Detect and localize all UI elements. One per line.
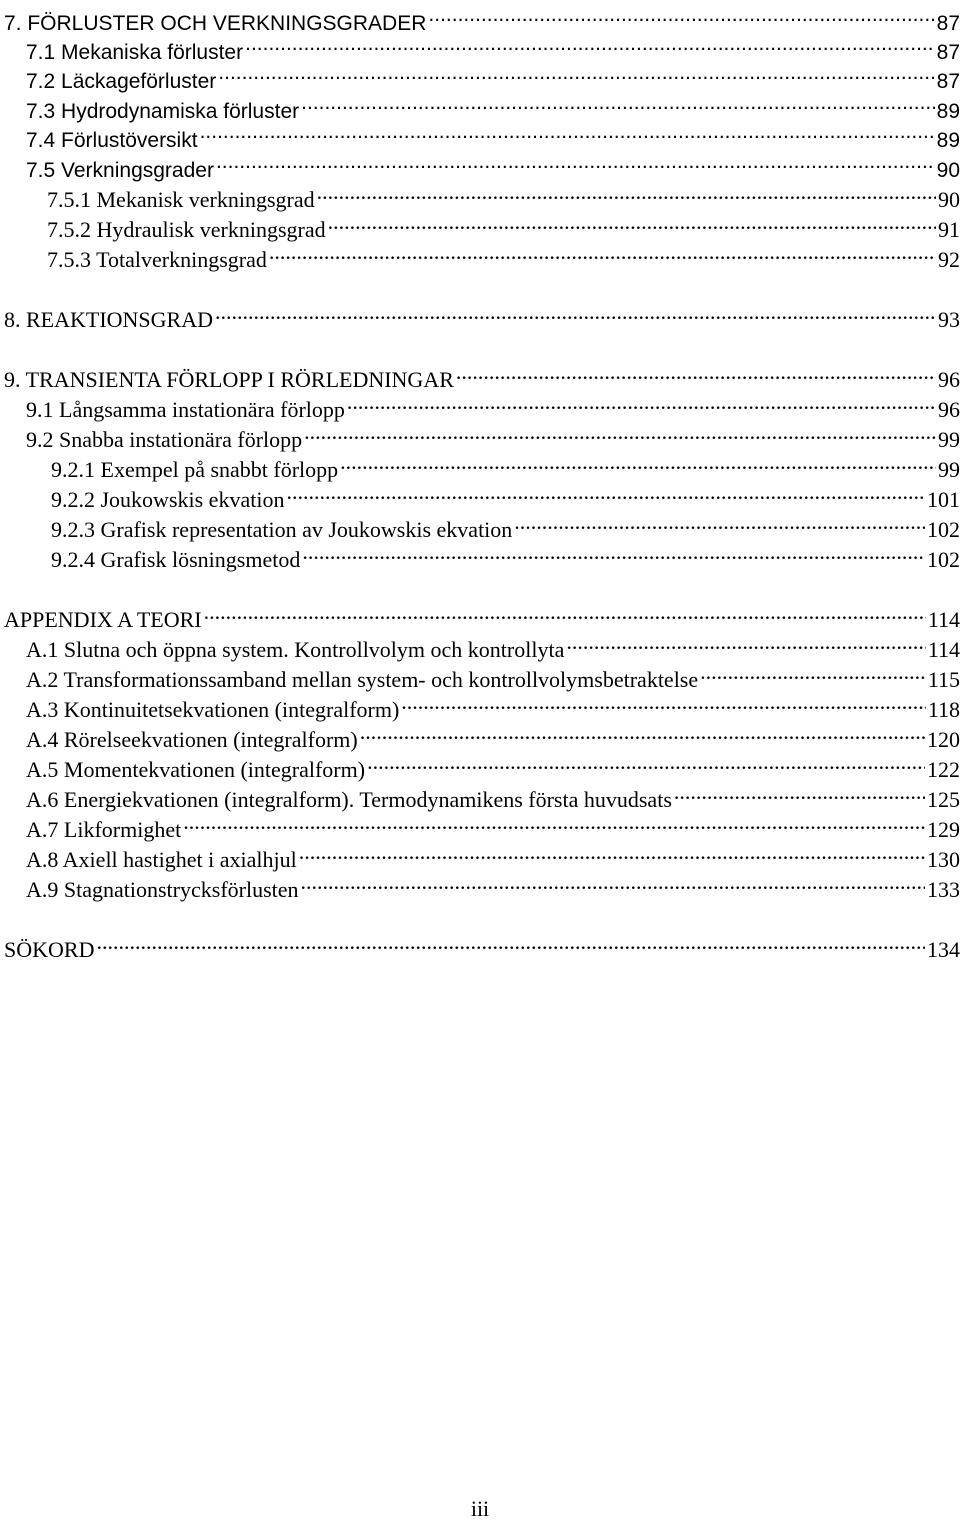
- dot-leader: [674, 777, 925, 807]
- toc-entry-page: 93: [938, 307, 960, 332]
- toc-entry[interactable]: [26, 88, 960, 123]
- toc-entry-page: 130: [927, 847, 960, 872]
- toc-entry-page: 90: [936, 159, 960, 182]
- toc-entry-title: 7.3 Hydrodynamiska förluster: [26, 100, 300, 123]
- toc-entry-title: 8. REAKTIONSGRAD: [4, 307, 213, 332]
- dot-leader: [302, 537, 925, 567]
- toc-entry[interactable]: [26, 29, 960, 64]
- toc-entry-title: A.6 Energiekvationen (integralform). Termodynamikens första huvudsats: [26, 787, 672, 812]
- dot-leader: [269, 237, 936, 267]
- toc-entry[interactable]: [26, 717, 960, 752]
- toc-entry-page: 96: [938, 367, 960, 392]
- toc-entry-page: 89: [936, 129, 960, 152]
- toc-entry-title: A.7 Likformighet: [26, 817, 182, 842]
- toc-entry-title: APPENDIX A TEORI: [4, 607, 202, 632]
- toc-entry-page: 91: [938, 217, 960, 242]
- dot-leader: [428, 0, 934, 30]
- toc-entry-page: 118: [927, 697, 960, 722]
- toc-entry[interactable]: [47, 237, 960, 272]
- toc-entry-title: 9.2 Snabba instationära förlopp: [26, 427, 303, 452]
- toc-entry-title: 7.5.1 Mekanisk verkningsgrad: [47, 187, 315, 212]
- toc-entry-title: A.5 Momentekvationen (integralform): [26, 757, 366, 782]
- toc-entry-page: 90: [938, 187, 960, 212]
- dot-leader: [304, 417, 936, 447]
- toc-entry-title: 7.1 Mekaniska förluster: [26, 41, 244, 64]
- toc-entry[interactable]: [26, 867, 960, 902]
- dot-leader: [566, 627, 925, 657]
- toc-entry-title: A.8 Axiell hastighet i axialhjul: [26, 847, 297, 872]
- toc-entry-page: 99: [938, 427, 960, 452]
- dot-leader: [340, 447, 936, 477]
- dot-leader: [347, 387, 936, 417]
- toc-entry-page: 134: [927, 937, 960, 962]
- toc-entry-title: 9.2.4 Grafisk lösningsmetod: [51, 547, 301, 572]
- toc-entry-page: 115: [927, 667, 960, 692]
- toc-entry[interactable]: [26, 777, 960, 812]
- dot-leader: [301, 88, 935, 118]
- toc-entry-title: 7. FÖRLUSTER OCH VERKNINGSGRADER: [4, 12, 427, 35]
- dot-leader: [218, 58, 934, 88]
- toc-entry-page: 101: [927, 487, 960, 512]
- dot-leader: [317, 177, 936, 207]
- toc-entry-title: A.4 Rörelseekvationen (integralform): [26, 727, 358, 752]
- dot-leader: [96, 927, 925, 957]
- toc-entry-page: 114: [927, 607, 960, 632]
- dot-leader: [286, 477, 925, 507]
- toc-entry-title: 9.2.3 Grafisk representation av Joukowskis ekvation: [51, 517, 513, 542]
- dot-leader: [328, 207, 936, 237]
- toc-entry[interactable]: [26, 417, 960, 452]
- toc-entry[interactable]: [47, 207, 960, 242]
- dot-leader: [204, 597, 926, 627]
- dot-leader: [456, 357, 936, 387]
- toc-entry[interactable]: [26, 627, 960, 662]
- dot-leader: [183, 807, 925, 837]
- dot-leader: [245, 29, 935, 59]
- dot-leader: [367, 747, 925, 777]
- toc-entry-title: A.2 Transformationssamband mellan system- och kontrollvolymsbetraktelse: [26, 667, 699, 692]
- dot-leader: [514, 507, 925, 537]
- toc-entry[interactable]: [4, 597, 960, 632]
- toc-entry-page: 87: [936, 12, 960, 35]
- dot-leader: [301, 867, 925, 897]
- toc-entry-page: 87: [936, 70, 960, 93]
- toc-entry-page: 89: [936, 100, 960, 123]
- dot-leader: [215, 297, 936, 327]
- toc-entry-title: 7.5 Verkningsgrader: [26, 159, 214, 182]
- toc-entry[interactable]: [51, 537, 960, 572]
- toc-entry[interactable]: [26, 837, 960, 872]
- dot-leader: [299, 837, 925, 867]
- toc-entry[interactable]: [26, 117, 960, 152]
- toc-entry-title: A.3 Kontinuitetsekvationen (integralform): [26, 697, 400, 722]
- toc-entry[interactable]: [4, 0, 960, 35]
- dot-leader: [401, 687, 926, 717]
- toc-entry[interactable]: [26, 687, 960, 722]
- dot-leader: [216, 147, 935, 177]
- toc-entry[interactable]: [26, 747, 960, 782]
- toc-entry-page: 102: [927, 517, 960, 542]
- toc-entry-page: 129: [927, 817, 960, 842]
- dot-leader: [700, 657, 926, 687]
- toc-entry-title: 7.2 Läckageförluster: [26, 70, 217, 93]
- toc-entry-title: A.9 Stagnationstrycksförlusten: [26, 877, 299, 902]
- toc-entry[interactable]: [51, 447, 960, 482]
- toc-entry[interactable]: [4, 297, 960, 332]
- toc-entry-title: SÖKORD: [4, 937, 95, 962]
- toc-entry-page: 125: [927, 787, 960, 812]
- dot-leader: [200, 117, 935, 147]
- toc-entry-page: 96: [938, 397, 960, 422]
- toc-entry[interactable]: [47, 177, 960, 212]
- toc-entry[interactable]: [26, 657, 960, 692]
- toc-entry-page: 92: [938, 247, 960, 272]
- toc-entry[interactable]: [51, 507, 960, 542]
- dot-leader: [360, 717, 925, 747]
- toc-entry-title: 9.2.1 Exempel på snabbt förlopp: [51, 457, 339, 482]
- toc-entry-page: 122: [927, 757, 960, 782]
- toc-entry-title: 7.4 Förlustöversikt: [26, 129, 198, 152]
- toc-entry-title: 7.5.3 Totalverkningsgrad: [47, 247, 267, 272]
- toc-entry-title: 9.1 Långsamma instationära förlopp: [26, 397, 345, 422]
- toc-entry[interactable]: [26, 387, 960, 422]
- toc-entry-page: 99: [938, 457, 960, 482]
- toc-entry[interactable]: [26, 147, 960, 182]
- toc-entry-title: A.1 Slutna och öppna system. Kontrollvolym och kontrollyta: [26, 637, 565, 662]
- toc-entry-page: 133: [927, 877, 960, 902]
- toc-entry[interactable]: [4, 927, 960, 962]
- toc-entry[interactable]: [51, 477, 960, 512]
- toc-entry-title: 7.5.2 Hydraulisk verkningsgrad: [47, 217, 326, 242]
- toc-entry-page: 87: [936, 41, 960, 64]
- toc-entry-page: 114: [927, 637, 960, 662]
- toc-entry-page: 120: [927, 727, 960, 752]
- toc-entry-page: 102: [927, 547, 960, 572]
- toc-entry[interactable]: [26, 58, 960, 93]
- toc-entry[interactable]: [26, 807, 960, 842]
- toc-entry-title: 9. TRANSIENTA FÖRLOPP I RÖRLEDNINGAR: [4, 367, 454, 392]
- toc-entry[interactable]: [4, 357, 960, 392]
- toc-entry-title: 9.2.2 Joukowskis ekvation: [51, 487, 285, 512]
- page-number: iii: [470, 1496, 490, 1521]
